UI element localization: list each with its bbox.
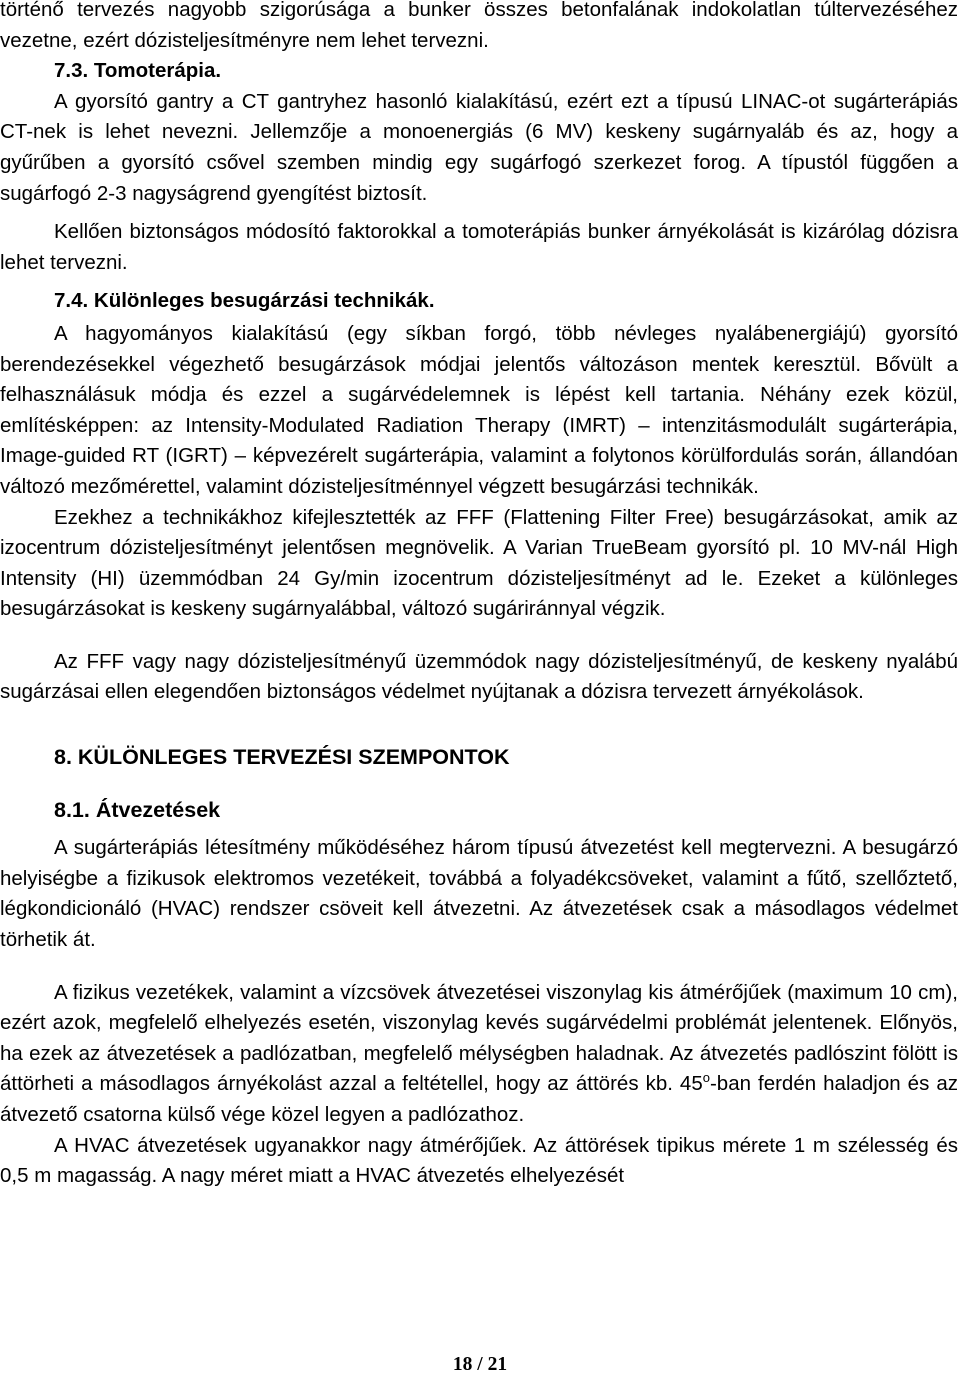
- paragraph: A hagyományos kialakítású (egy síkban forgó, több névleges nyalábenergiájú) gyorsító berendezésekkel végezhető besugárzások módjai jelentős változáson mentek keresztül. Bővült a felhasználásuk módja és ezzel a sugárvédelemnek is lépést kell tartania. Néhány ezek közül, említésképpen: az Intensity-Modulated Radiation Therapy (IMRT) – intenzitásmodulált sugárterápia, Image-guided RT (IGRT) – képvezérelt sugárterápia, valamint a folytonos körülfordulás során, állandóan változó mezőmérettel, valamint dózisteljesítménnyel végzett besugárzási technikák.: [0, 321, 958, 498]
- section-heading-7-4: 7.4. Különleges besugárzási technikák.: [54, 289, 435, 313]
- paragraph-text: -ban ferdén haladjon és az átvezető csatorna külső vége közel legyen a padlózathoz.: [0, 1072, 958, 1126]
- section-heading-7-3: 7.3. Tomoterápia.: [54, 59, 222, 83]
- paragraph: történő tervezés nagyobb szigorúsága a bunker összes betonfalának indokolatlan túltervezéséhez vezetne, ezért dózisteljesítményre nem lehet tervezni.: [0, 0, 958, 52]
- paragraph: A sugárterápiás létesítmény működéséhez három típusú átvezetést kell megtervezni. A besugárzó helyiségbe a fizikusok elektromos vezetékeit, továbbá a folyadékcsöveket, valamint a fűtő, szellőztető, légkondicionáló (HVAC) rendszer csöveit kell átvezetni. Az átvezetések csak a másodlagos védelmet törhetik át.: [0, 836, 958, 952]
- degree-superscript: o: [702, 1070, 710, 1086]
- paragraph: Az FFF vagy nagy dózisteljesítményű üzemmódok nagy dózisteljesítményű, de keskeny nyalábú sugárzásai ellen elegendően biztonságos védelmet nyújtanak a dózisra tervezett árnyékolások.: [0, 649, 958, 704]
- section-heading-8-1: 8.1. Átvezetések: [54, 797, 221, 822]
- paragraph: [0, 978, 960, 1131]
- paragraph: A gyorsító gantry a CT gantryhez hasonló kialakítású, ezért ezt a típusú LINAC-ot sugárterápiás CT-nek is lehet nevezni. Jellemzője a monoenergiás (6 MV) keskeny sugárnyaláb és az, hogy a gyűrűben a gyorsító csővel szemben mindig egy sugárfogó szerkezet forog. A típustól függően a sugárfogó 2-3 nagyságrend gyengítést biztosít.: [0, 89, 958, 205]
- page-number: 18 / 21: [452, 1354, 508, 1375]
- paragraph: A HVAC átvezetések ugyanakkor nagy átmérőjűek. Az áttörések tipikus mérete 1 m szélesség és 0,5 m magasság. A nagy méret miatt a HVAC átvezetés elhelyezését: [0, 1133, 958, 1188]
- chapter-heading-8: 8. KÜLÖNLEGES TERVEZÉSI SZEMPONTOK: [54, 745, 510, 770]
- paragraph: Kellően biztonságos módosító faktorokkal a tomoterápiás bunker árnyékolását is kizárólag dózisra lehet tervezni.: [0, 220, 958, 274]
- paragraph: Ezekhez a technikákhoz kifejlesztették az FFF (Flattening Filter Free) besugárzásokat, amik az izocentrum dózisteljesítményt jelentősen megnövelik. A Varian TrueBeam gyorsító pl. 10 MV-nál High Intensity (HI) üzemmódban 24 Gy/min izocentrum dózisteljesítményt ad le. Ezeket a különleges besugárzásokat is keskeny sugárnyalábbal, változó sugáriránnyal végzik.: [0, 505, 958, 621]
- paragraph-text: A fizikus vezetékek, valamint a vízcsövek átvezetései viszonylag kis átmérőjűek (maximum 10 cm), ezért azok, megfelelő elhelyezés esetén, viszonylag kevés sugárvédelmi problémát jelentenek. Előnyös, ha ezek az átvezetések a padlózatban, megfelelő mélységben haladnak. Az átvezetés padlószint fölött is áttörheti a másodlagos árnyékolást azzal a feltétellel, hogy az áttörés kb. 45: [0, 980, 958, 1096]
